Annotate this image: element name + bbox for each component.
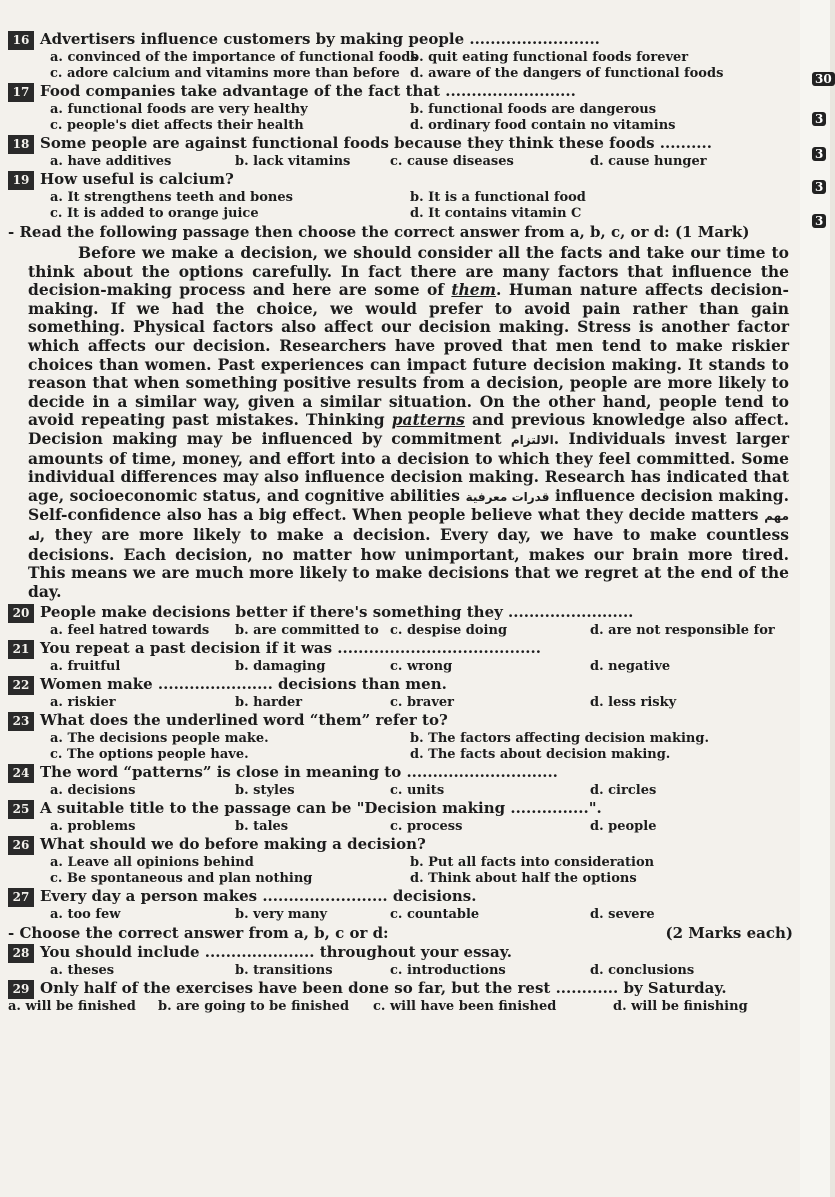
question-text: Food companies take advantage of the fact that ......................... xyxy=(40,82,576,100)
option-c: c. adore calcium and vitamins more than before xyxy=(50,66,400,81)
passage-text: . Human nature affects decision-making. If we had the choice, we would prefer to avoid pain rather than gain something. Physical factors also affect our decision making. Stress is another factor which affects our decision. Researchers have proved that men tend to make riskier choices than women. Past experiences can impact future decision making. It stands to reason that when something positive results from a decision, people are more likely to decide in a similar way, given a similar situation. On the other hand, people tend to avoid repeating past mistakes. Thinking xyxy=(28,280,789,430)
option-a: a. feel hatred towards xyxy=(50,623,210,639)
instruction-text: - Choose the correct answer from a, b, c or d: xyxy=(8,924,389,943)
question-number: 23 xyxy=(8,712,34,731)
option-c: c. braver xyxy=(390,695,455,711)
question-26 xyxy=(8,835,793,887)
option-b: b. Put all facts into consideration xyxy=(410,855,655,871)
passage-text: , they are more likely to make a decision. Every day, we have to make countless decisions. Each decision, no matter how unimportant, makes our brain more tired. This means we are much more likely to make decisions that we regret at the end of the day. xyxy=(28,524,789,601)
option-a: a. too few xyxy=(50,907,121,923)
option-b: b. styles xyxy=(235,783,295,799)
option-a: a. decisions xyxy=(50,783,136,799)
question-28 xyxy=(8,943,793,979)
option-c: c. The options people have. xyxy=(50,747,249,763)
question-number: 17 xyxy=(8,83,34,102)
option-c: c. will have been finished xyxy=(373,999,557,1015)
question-number: 21 xyxy=(8,640,34,659)
side-number: 30 xyxy=(812,72,835,86)
passage-text: and previous knowledge also affect. Decision making may be influenced by commitment xyxy=(28,410,789,448)
section-instruction xyxy=(8,923,793,943)
question-24 xyxy=(8,763,793,799)
option-b: b. are going to be finished xyxy=(158,999,350,1015)
question-18 xyxy=(8,134,793,170)
option-d: d. circles xyxy=(590,783,657,799)
option-b: b. transitions xyxy=(235,963,333,979)
option-b: b. tales xyxy=(235,819,289,835)
question-text: A suitable title to the passage can be "Decision making ...............". xyxy=(40,799,602,818)
option-a: a. It strengthens teeth and bones xyxy=(50,190,293,205)
option-d: d. conclusions xyxy=(590,963,695,979)
question-number: 29 xyxy=(8,980,34,999)
underlined-word-patterns: patterns xyxy=(391,410,465,430)
side-number: 3 xyxy=(812,147,826,161)
option-a: a. riskier xyxy=(50,695,116,711)
arabic-gloss: الالتزام xyxy=(510,432,554,447)
option-d: d. are not responsible for xyxy=(590,623,775,639)
passage-text: Before we make a decision, we should consider all the facts and take our time to think about the options carefully. In fact there are many factors that influence the decision-making process and here are some of xyxy=(28,243,789,300)
option-d: d. Think about half the options xyxy=(410,871,637,887)
side-number: 3 xyxy=(812,180,826,194)
option-b: b. are committed to xyxy=(235,623,379,639)
option-c: c. units xyxy=(390,783,445,799)
question-text: What does the underlined word “them” refer to? xyxy=(40,711,448,730)
option-b: b. quit eating functional foods forever xyxy=(410,50,689,65)
option-a: a. functional foods are very healthy xyxy=(50,102,308,117)
question-text: Only half of the exercises have been done so far, but the rest ............ by Saturday. xyxy=(40,979,727,998)
option-d: d. The facts about decision making. xyxy=(410,747,671,763)
option-d: d. will be finishing xyxy=(613,999,748,1015)
instruction-text: - Read the following passage then choose the correct answer from a, b, c, or d: xyxy=(8,223,670,241)
question-text: What should we do before making a decision? xyxy=(40,835,426,854)
option-b: b. The factors affecting decision making. xyxy=(410,731,709,747)
question-text: Advertisers influence customers by making people ......................... xyxy=(40,30,600,48)
reading-passage xyxy=(28,244,789,601)
arabic-gloss: مهم له xyxy=(28,509,789,543)
question-number: 19 xyxy=(8,171,34,190)
question-number: 24 xyxy=(8,764,34,783)
question-text: Every day a person makes ........................ decisions. xyxy=(40,887,477,906)
option-c: c. Be spontaneous and plan nothing xyxy=(50,871,313,887)
marks-label: (2 Marks each) xyxy=(665,924,793,943)
question-27 xyxy=(8,887,793,923)
question-number: 22 xyxy=(8,676,34,695)
option-d: d. ordinary food contain no vitamins xyxy=(410,118,676,133)
option-c: c. wrong xyxy=(390,659,453,675)
question-text: The word “patterns” is close in meaning to ............................. xyxy=(40,763,558,782)
option-d: d. aware of the dangers of functional foods xyxy=(410,66,724,81)
question-number: 25 xyxy=(8,800,34,819)
option-a: a. fruitful xyxy=(50,659,121,675)
option-a: a. will be finished xyxy=(8,999,136,1015)
option-b: b. very many xyxy=(235,907,328,923)
question-text: You should include ..................... throughout your essay. xyxy=(40,943,512,962)
option-b: b. It is a functional food xyxy=(410,190,586,205)
option-d: d. severe xyxy=(590,907,655,923)
option-a: a. The decisions people make. xyxy=(50,731,269,747)
question-19 xyxy=(8,170,793,222)
option-b: b. harder xyxy=(235,695,303,711)
option-a: a. theses xyxy=(50,963,115,979)
question-text: People make decisions better if there's something they ........................ xyxy=(40,603,634,622)
side-number: 3 xyxy=(812,112,826,126)
option-d: d. negative xyxy=(590,659,671,675)
arabic-gloss: قدرات معرفية xyxy=(465,489,550,504)
question-25 xyxy=(8,799,793,835)
option-b: b. lack vitamins xyxy=(235,154,351,169)
option-c: c. countable xyxy=(390,907,480,923)
question-number: 16 xyxy=(8,31,34,50)
option-d: d. people xyxy=(590,819,657,835)
question-text: You repeat a past decision if it was ....................................... xyxy=(40,639,541,658)
option-c: c. people's diet affects their health xyxy=(50,118,304,133)
question-number: 20 xyxy=(8,604,34,623)
option-a: a. problems xyxy=(50,819,136,835)
question-number: 28 xyxy=(8,944,34,963)
option-c: c. despise doing xyxy=(390,623,508,639)
option-b: b. functional foods are dangerous xyxy=(410,102,657,117)
question-23 xyxy=(8,711,793,763)
option-c: c. cause diseases xyxy=(390,154,514,169)
option-d: d. less risky xyxy=(590,695,677,711)
option-a: a. Leave all opinions behind xyxy=(50,855,254,871)
option-c: c. introductions xyxy=(390,963,506,979)
question-number: 27 xyxy=(8,888,34,907)
reading-instruction xyxy=(8,222,793,242)
option-b: b. damaging xyxy=(235,659,326,675)
question-29 xyxy=(8,979,793,1015)
passage-text: . Individuals invest larger amounts of time, money, and effort into a decision to which they feel committed. Some individual differences may also influence decision making. Research has indicated that age, socioeconomic status, and cognitive abilities xyxy=(28,428,789,505)
option-c: c. It is added to orange juice xyxy=(50,206,259,221)
worksheet-content xyxy=(8,30,793,1015)
passage-text: influence decision making. Self-confidence also has a big effect. When people believe what they decide matters xyxy=(28,485,790,525)
question-22 xyxy=(8,675,793,711)
question-17 xyxy=(8,82,793,134)
question-text: Some people are against functional foods because they think these foods .......... xyxy=(40,134,712,152)
option-d: d. cause hunger xyxy=(590,154,707,169)
question-number: 18 xyxy=(8,135,34,154)
option-a: a. convinced of the importance of functional foods xyxy=(50,50,418,65)
question-text: Women make ...................... decisions than men. xyxy=(40,675,447,694)
question-text: How useful is calcium? xyxy=(40,170,234,188)
underlined-word-them: them xyxy=(451,280,497,300)
question-20 xyxy=(8,603,793,639)
option-a: a. have additives xyxy=(50,154,172,169)
marks-label: (1 Mark) xyxy=(674,223,750,241)
question-21 xyxy=(8,639,793,675)
option-d: d. It contains vitamin C xyxy=(410,206,582,221)
option-c: c. process xyxy=(390,819,463,835)
side-number: 3 xyxy=(812,214,826,228)
question-16 xyxy=(8,30,793,82)
question-number: 26 xyxy=(8,836,34,855)
